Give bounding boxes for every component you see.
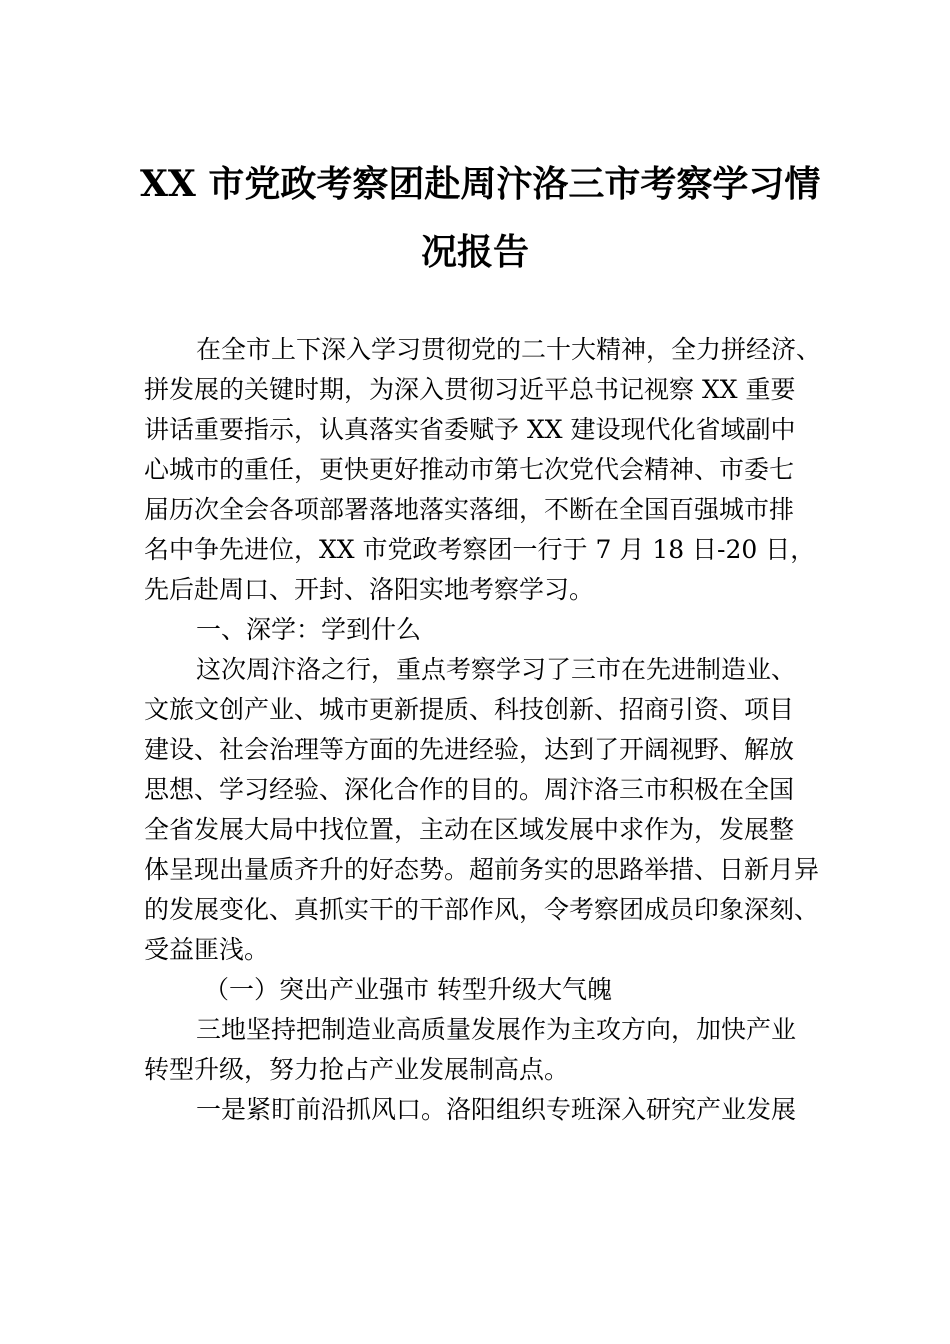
title-line-1: XX 市党政考察团赴周汴洛三市考察学习情 [140, 163, 821, 205]
section-1-line-3: 建设、社会治理等方面的先进经验，达到了开阔视野、解放 [144, 735, 795, 764]
section-1-line-8: 受益匪浅。 [144, 935, 270, 964]
section-1-paragraph [144, 650, 820, 970]
intro-line-4: 心城市的重任，更快更好推动市第七次党代会精神、市委七 [144, 455, 795, 484]
section-1-line-7: 的发展变化、真抓实干的干部作风，令考察团成员印象深刻、 [144, 895, 820, 924]
section-1-line-6: 体呈现出量质齐升的好态势。超前务实的思路举措、日新月异 [144, 855, 820, 884]
intro-line-6: 名中争先进位，XX 市党政考察团一行于 7 月 18 日-20 日， [144, 535, 816, 564]
section-1-line-5: 全省发展大局中找位置，主动在区域发展中求作为，发展整 [144, 815, 795, 844]
section-1-heading [144, 610, 820, 650]
section-heading-text: 一、深学：学到什么 [196, 615, 422, 644]
subsection-1-line-1: 三地坚持把制造业高质量发展作为主攻方向，加快产业 [196, 1015, 797, 1044]
title-line-2: 况报告 [420, 231, 529, 273]
section-1-line-4: 思想、学习经验、深化合作的目的。周汴洛三市积极在全国 [144, 775, 795, 804]
section-1-line-1: 这次周汴洛之行，重点考察学习了三市在先进制造业、 [196, 655, 797, 684]
subsection-1-line-2: 转型升级，努力抢占产业发展制高点。 [144, 1055, 570, 1084]
point-1-line-1: 一是紧盯前沿抓风口。洛阳组织专班深入研究产业发展 [196, 1095, 797, 1124]
intro-line-1: 在全市上下深入学习贯彻党的二十大精神，全力拼经济、 [196, 335, 822, 364]
document-body [144, 330, 820, 1130]
document-title [140, 150, 821, 286]
intro-line-3: 讲话重要指示，认真落实省委赋予 XX 建设现代化省域副中 [144, 415, 796, 444]
intro-line-7: 先后赴周口、开封、洛阳实地考察学习。 [144, 575, 595, 604]
intro-paragraph [144, 330, 820, 610]
subsection-1-paragraph [144, 1010, 820, 1090]
intro-line-2: 拼发展的关键时期，为深入贯彻习近平总书记视察 XX 重要 [144, 375, 796, 404]
subsection-heading-text: （一）突出产业强市 转型升级大气魄 [204, 975, 612, 1004]
section-1-line-2: 文旅文创产业、城市更新提质、科技创新、招商引资、项目 [144, 695, 795, 724]
intro-line-5: 届历次全会各项部署落地落实落细，不断在全国百强城市排 [144, 495, 795, 524]
point-1-paragraph [144, 1090, 820, 1130]
subsection-1-heading [144, 970, 820, 1010]
